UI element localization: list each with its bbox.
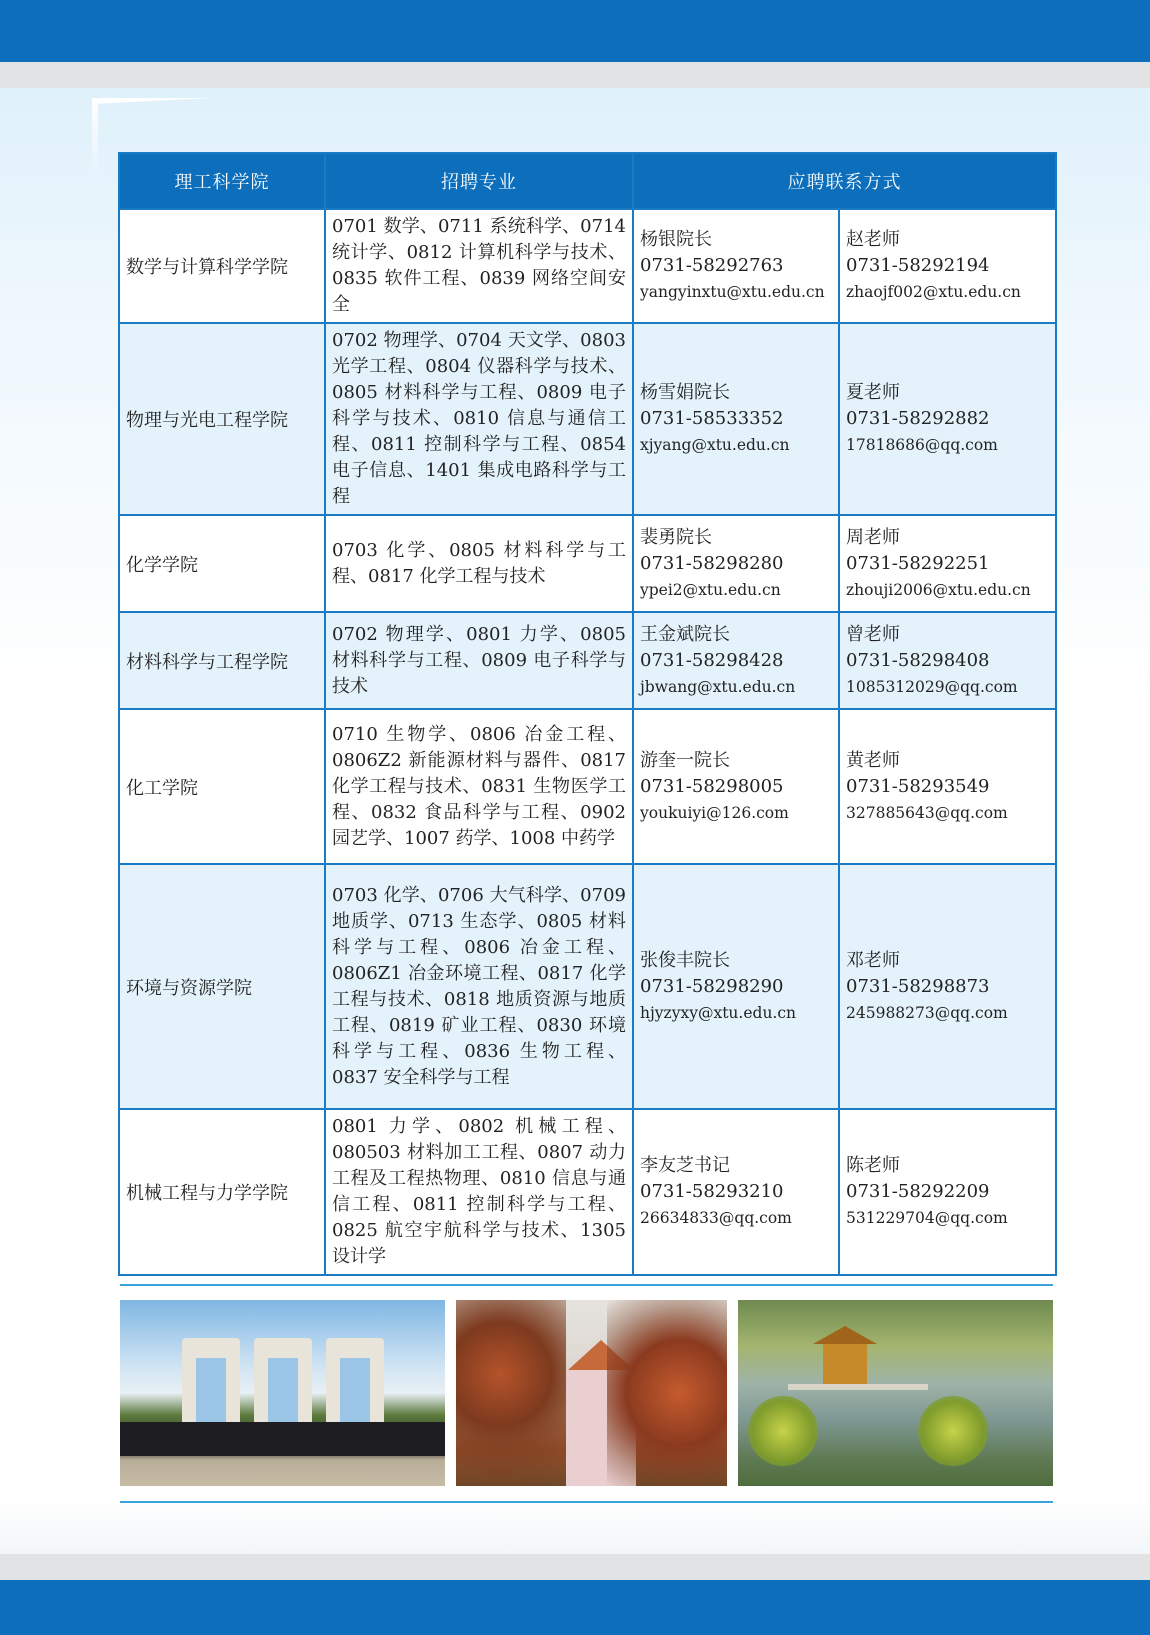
contact-phone: 0731-58298290 <box>640 975 784 997</box>
contact-phone: 0731-58292763 <box>640 255 784 276</box>
majors-list: 0703 化学、0706 大气科学、0709 地质学、0713 生态学、0805 材料科学与工程、0806 冶金工程、0806Z1 冶金环境工程、0817 化学工程与技术、0818 地质资源与地质工程、0819 矿业工程、0830 环境科学与工程、0836 生物工程、0837 安全科学与工程 <box>325 864 633 1109</box>
contact-primary <box>633 612 839 709</box>
table-row <box>119 323 1056 515</box>
contact-phone: 0731-58533352 <box>640 408 784 429</box>
corner-accent <box>92 98 212 104</box>
contact-phone: 0731-58292194 <box>846 255 990 276</box>
majors-list: 0701 数学、0711 系统科学、0714 统计学、0812 计算机科学与技术、0835 软件工程、0839 网络空间安全 <box>325 209 633 323</box>
contact-name: 周老师 <box>846 526 900 548</box>
college-name: 数学与计算科学学院 <box>119 209 325 323</box>
header-college: 理工科学院 <box>119 153 325 209</box>
bridge <box>788 1384 928 1390</box>
contact-email: zhaojf002@xtu.edu.cn <box>846 283 1021 301</box>
table-row <box>119 1109 1056 1275</box>
lake-pavilion-photo <box>738 1300 1053 1486</box>
contact-email: jbwang@xtu.edu.cn <box>640 677 796 696</box>
contact-name: 邓老师 <box>846 949 900 971</box>
contact-primary <box>633 323 839 515</box>
contact-secondary <box>839 612 1056 709</box>
bottom-banner <box>0 1580 1150 1635</box>
table-row <box>119 864 1056 1109</box>
contact-primary <box>633 864 839 1109</box>
contact-name: 杨银院长 <box>640 229 712 250</box>
contact-name: 张俊丰院长 <box>640 949 730 971</box>
campus-building-autumn-photo <box>456 1300 727 1486</box>
autumn-tree <box>607 1300 727 1486</box>
graduates-crowd <box>120 1422 445 1456</box>
college-name: 化学学院 <box>119 515 325 612</box>
majors-list: 0710 生物学、0806 冶金工程、0806Z2 新能源材料与器件、0817 化学工程与技术、0831 生物医学工程、0832 食品科学与工程、0902 园艺学、1007 药学、1008 中药学 <box>325 709 633 864</box>
majors-list: 0703 化学、0805 材料科学与工程、0817 化学工程与技术 <box>325 515 633 612</box>
pavilion <box>823 1340 867 1384</box>
college-name: 物理与光电工程学院 <box>119 323 325 515</box>
contact-name: 游奎一院长 <box>640 749 730 771</box>
contact-email: zhouji2006@xtu.edu.cn <box>846 580 1031 599</box>
contact-secondary <box>839 209 1056 323</box>
photo-strip-bottom-rule <box>120 1501 1053 1503</box>
contact-phone: 0731-58293210 <box>640 1181 784 1202</box>
bottom-stripe <box>0 1554 1150 1580</box>
contact-email: 17818686@qq.com <box>846 436 998 454</box>
college-name: 材料科学与工程学院 <box>119 612 325 709</box>
college-name: 环境与资源学院 <box>119 864 325 1109</box>
top-banner <box>0 0 1150 62</box>
contact-secondary <box>839 515 1056 612</box>
contact-name: 黄老师 <box>846 749 900 771</box>
majors-list: 0801 力学、0802 机械工程、080503 材料加工工程、0807 动力工程及工程热物理、0810 信息与通信工程、0811 控制科学与工程、0825 航空宇航科学与技术、1305 设计学 <box>325 1109 633 1275</box>
contact-phone: 0731-58292882 <box>846 408 990 429</box>
table-header-row <box>119 153 1056 209</box>
contact-primary <box>633 1109 839 1275</box>
corner-accent-vertical <box>92 98 98 178</box>
photo-strip-top-rule <box>120 1284 1053 1286</box>
table-row <box>119 612 1056 709</box>
contact-phone: 0731-58298428 <box>640 649 784 671</box>
table-row <box>119 209 1056 323</box>
header-majors: 招聘专业 <box>325 153 633 209</box>
contact-email: ypei2@xtu.edu.cn <box>640 580 781 599</box>
contact-phone: 0731-58298005 <box>640 775 784 797</box>
contact-phone: 0731-58298408 <box>846 649 990 671</box>
contact-email: 245988273@qq.com <box>846 1003 1008 1022</box>
contact-name: 曾老师 <box>846 623 900 645</box>
contact-primary <box>633 709 839 864</box>
contact-primary <box>633 209 839 323</box>
contact-secondary <box>839 1109 1056 1275</box>
contact-primary <box>633 515 839 612</box>
contact-email: youkuiyi@126.com <box>640 803 789 822</box>
recruitment-table <box>118 152 1057 1276</box>
top-stripe <box>0 62 1150 88</box>
college-name: 机械工程与力学学院 <box>119 1109 325 1275</box>
contact-email: yangyinxtu@xtu.edu.cn <box>640 283 825 301</box>
table-row <box>119 515 1056 612</box>
contact-name: 陈老师 <box>846 1155 900 1176</box>
contact-secondary <box>839 864 1056 1109</box>
contact-phone: 0731-58298873 <box>846 975 990 997</box>
campus-gate-graduation-photo <box>120 1300 445 1486</box>
college-name: 化工学院 <box>119 709 325 864</box>
contact-phone: 0731-58292251 <box>846 552 990 574</box>
table-row <box>119 709 1056 864</box>
contact-email: 531229704@qq.com <box>846 1209 1008 1227</box>
majors-list: 0702 物理学、0704 天文学、0803 光学工程、0804 仪器科学与技术、0805 材料科学与工程、0809 电子科学与技术、0810 信息与通信工程、0811 控制科学与工程、0854 电子信息、1401 集成电路科学与工程 <box>325 323 633 515</box>
contact-email: hjyzyxy@xtu.edu.cn <box>640 1003 797 1022</box>
tree <box>748 1396 818 1466</box>
contact-secondary <box>839 323 1056 515</box>
majors-list: 0702 物理学、0801 力学、0805 材料科学与工程、0809 电子科学与技术 <box>325 612 633 709</box>
contact-email: 1085312029@qq.com <box>846 677 1018 696</box>
header-contact: 应聘联系方式 <box>633 153 1056 209</box>
contact-phone: 0731-58298280 <box>640 552 784 574</box>
contact-email: 26634833@qq.com <box>640 1209 792 1227</box>
tree <box>918 1396 988 1466</box>
contact-name: 裴勇院长 <box>640 526 712 548</box>
contact-name: 夏老师 <box>846 382 900 403</box>
contact-phone: 0731-58292209 <box>846 1181 990 1202</box>
contact-phone: 0731-58293549 <box>846 775 990 797</box>
contact-name: 王金斌院长 <box>640 623 730 645</box>
autumn-tree <box>456 1300 566 1486</box>
contact-email: xjyang@xtu.edu.cn <box>640 436 790 454</box>
contact-name: 杨雪娟院长 <box>640 382 730 403</box>
contact-name: 李友芝书记 <box>640 1155 730 1176</box>
contact-secondary <box>839 709 1056 864</box>
contact-name: 赵老师 <box>846 229 900 250</box>
contact-email: 327885643@qq.com <box>846 803 1008 822</box>
